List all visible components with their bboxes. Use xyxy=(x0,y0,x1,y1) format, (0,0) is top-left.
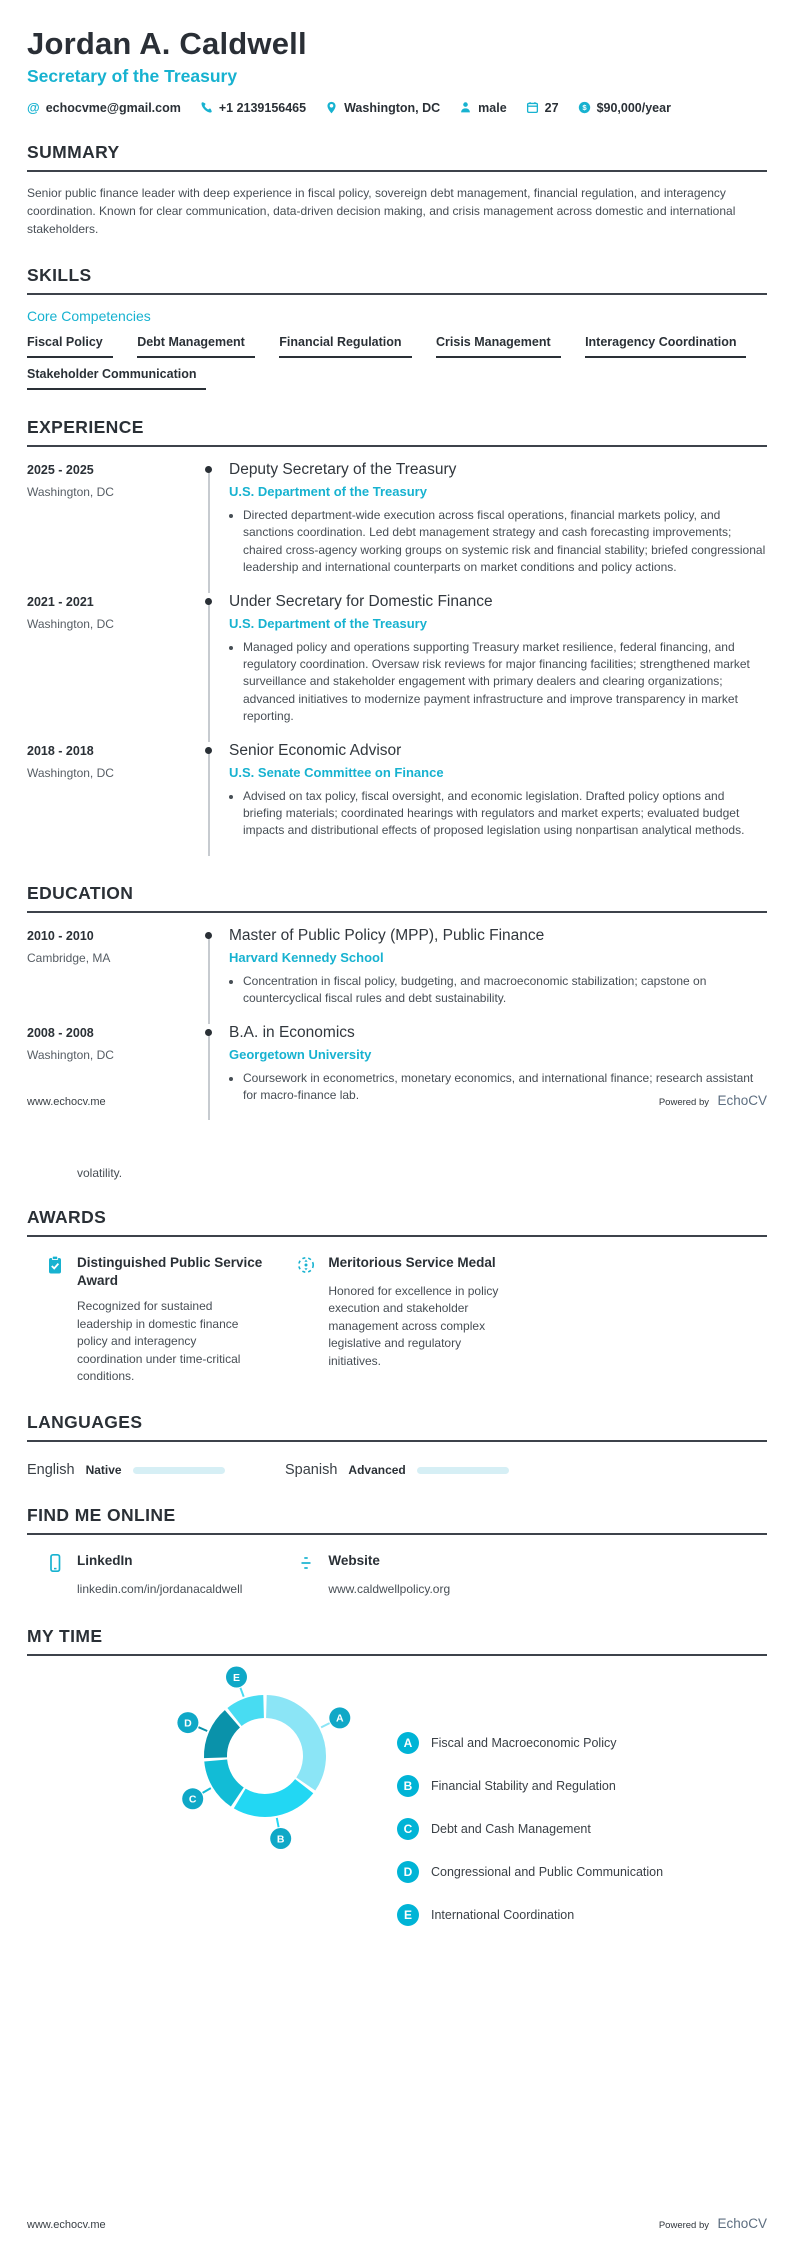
education-entry xyxy=(27,927,767,1024)
entry-title: Under Secretary for Domestic Finance xyxy=(229,592,493,610)
languages-heading: LANGUAGES xyxy=(27,1412,767,1442)
contact-location xyxy=(325,101,440,115)
entry-location: Washington, DC xyxy=(27,485,114,500)
school-name: Harvard Kennedy School xyxy=(229,949,384,965)
timeline-marker xyxy=(205,461,227,593)
legend-marker: A xyxy=(397,1732,419,1754)
dollar-circle-icon xyxy=(578,101,591,114)
degree-title: B.A. in Economics xyxy=(229,1023,355,1041)
job-title: Secretary of the Treasury xyxy=(27,66,238,87)
legend-item xyxy=(397,1808,663,1851)
page-2 xyxy=(0,1123,794,2246)
section-awards xyxy=(27,1207,767,1385)
entry-bullet: • Managed policy and operations supporting Treasury market resilience, federal financing, and regulatory coordination. Oversaw risk reviews for major financing facilities; strengthened market surveillance and stakeholder engagement with primary dealers and clearing organizations; advanced initiatives to modernize payment infrastructure and improve transparency in market reporting. xyxy=(243,639,767,726)
at-icon: @ xyxy=(27,100,40,116)
donut-chart xyxy=(25,1660,375,1860)
legend-marker: D xyxy=(397,1861,419,1883)
award-title: Distinguished Public Service Award xyxy=(77,1255,263,1289)
dashes-icon xyxy=(296,1552,318,1573)
entry-location: Washington, DC xyxy=(27,765,114,780)
experience-entries xyxy=(27,461,767,856)
online-card-linkedin xyxy=(27,1552,264,1598)
timeline-marker xyxy=(205,742,227,856)
school-name: Georgetown University xyxy=(229,1046,372,1062)
footer-site-link[interactable]: www.echocv.me xyxy=(27,1096,106,1108)
language-level-bar xyxy=(133,1467,225,1474)
award-title: Meritorious Service Medal xyxy=(328,1255,496,1270)
contact-email-text: echocvme@gmail.com xyxy=(45,100,181,115)
section-my-time xyxy=(27,1626,767,1950)
smartphone-icon xyxy=(45,1552,67,1573)
entry-bullet: • Coursework in econometrics, monetary economics, and international finance; research assistant for macro-finance lab. xyxy=(243,1070,767,1105)
entry-dates: 2018 - 2018 xyxy=(27,743,94,758)
svg-text:$: $ xyxy=(581,103,587,113)
award-description: Recognized for sustained leadership in domestic finance policy and interagency coordination under time-critical conditions. xyxy=(77,1299,241,1383)
language-level: Advanced xyxy=(348,1463,406,1478)
section-experience xyxy=(27,417,767,856)
mytime-heading: MY TIME xyxy=(27,1626,767,1656)
experience-entry xyxy=(27,742,767,856)
entry-dates: 2025 - 2025 xyxy=(27,463,94,478)
achievement-overflow-text: volatility. xyxy=(77,1166,123,1180)
online-label: LinkedIn xyxy=(77,1553,133,1569)
chart-legend xyxy=(397,1722,663,1937)
legend-item xyxy=(397,1894,663,1937)
legend-label: Financial Stability and Regulation xyxy=(431,1779,616,1794)
skills-group-label: Core Competencies xyxy=(27,308,151,325)
skills-heading: SKILLS xyxy=(27,265,767,295)
education-heading: EDUCATION xyxy=(27,883,767,913)
echocv-brand-link[interactable]: EchoCV xyxy=(717,1093,767,1108)
contact-phone-text: +1 2139156465 xyxy=(218,100,307,115)
contact-email[interactable] xyxy=(27,100,181,115)
entry-bullet: • Directed department-wide execution across fiscal operations, financial markets policy, and sanctions coordination. Led debt management strategy and cash forecasting improvements; chaired cross-agency working groups on systemic risk and financial stability; briefed congressional leadership and international counterparts on market conditions and policy actions. xyxy=(243,507,767,577)
legend-item xyxy=(397,1722,663,1765)
skill-chip: Financial Regulation xyxy=(279,326,411,358)
phone-icon xyxy=(200,101,213,114)
language-level-bar xyxy=(417,1467,509,1474)
online-card-website xyxy=(278,1552,515,1598)
resume-header xyxy=(27,27,767,115)
svg-text:E: E xyxy=(232,1671,241,1684)
award-card xyxy=(27,1254,264,1385)
section-summary xyxy=(27,142,767,238)
entry-company: U.S. Department of the Treasury xyxy=(229,615,427,631)
online-label: Website xyxy=(328,1553,380,1569)
contact-salary-text: $90,000/year xyxy=(596,100,671,115)
section-find-me-online xyxy=(27,1505,767,1598)
location-pin-icon xyxy=(325,101,338,114)
entry-dates: 2008 - 2008 xyxy=(27,1025,94,1040)
skill-chip: Stakeholder Communication xyxy=(27,358,206,390)
footer-site-link[interactable]: www.echocv.me xyxy=(27,2219,106,2231)
language-name: English xyxy=(27,1462,75,1479)
contact-age xyxy=(526,101,559,115)
summary-text: Senior public finance leader with deep experience in fiscal policy, sovereign debt management, financial regulation, and interagency coordination. Known for clear communication, data-driven decision making, and crisis management across domestic and international stakeholders. xyxy=(27,186,736,237)
echocv-brand-link[interactable]: EchoCV xyxy=(717,2216,767,2231)
legend-item xyxy=(397,1851,663,1894)
section-skills xyxy=(27,265,767,390)
contact-location-text: Washington, DC xyxy=(344,100,441,115)
target-scan-icon xyxy=(296,1254,318,1275)
legend-label: Congressional and Public Communication xyxy=(431,1865,664,1880)
contact-salary xyxy=(578,101,671,115)
section-education xyxy=(27,883,767,1121)
page-footer xyxy=(27,2215,767,2233)
language-item xyxy=(285,1462,767,1478)
entry-bullet: • Concentration in fiscal policy, budgeting, and macroeconomic stabilization; capstone on countercyclical fiscal rules and debt sustainability. xyxy=(243,973,767,1008)
experience-entry xyxy=(27,593,767,742)
powered-by-label: Powered by xyxy=(658,2220,710,2231)
calendar-icon xyxy=(526,101,539,114)
svg-text:C: C xyxy=(188,1793,197,1806)
entry-location: Washington, DC xyxy=(27,616,114,631)
legend-item xyxy=(397,1765,663,1808)
contact-row xyxy=(27,100,767,115)
skill-chip: Debt Management xyxy=(137,326,255,358)
section-languages xyxy=(27,1412,767,1478)
legend-label: International Coordination xyxy=(431,1908,575,1923)
entry-company: U.S. Senate Committee on Finance xyxy=(229,764,444,780)
person-name: Jordan A. Caldwell xyxy=(27,26,307,61)
contact-phone[interactable] xyxy=(200,101,306,115)
person-icon xyxy=(459,101,472,114)
entry-title: Deputy Secretary of the Treasury xyxy=(229,461,457,479)
skills-list xyxy=(27,326,767,390)
legend-marker: E xyxy=(397,1904,419,1926)
legend-marker: B xyxy=(397,1775,419,1797)
contact-gender xyxy=(459,101,507,115)
skill-chip: Interagency Coordination xyxy=(585,326,746,358)
language-item xyxy=(27,1462,285,1478)
contact-age-text: 27 xyxy=(544,100,559,115)
skill-chip: Crisis Management xyxy=(436,326,561,358)
timeline-marker xyxy=(205,927,227,1024)
legend-marker: C xyxy=(397,1818,419,1840)
legend-label: Fiscal and Macroeconomic Policy xyxy=(431,1736,617,1751)
entry-bullet: • Advised on tax policy, fiscal oversight, and economic legislation. Drafted policy options and briefing materials; coordinated hearings with regulators and market experts; evaluated budget impacts and distributional effects of proposed legislation using nonpartisan analytical methods. xyxy=(243,788,767,840)
svg-text:D: D xyxy=(184,1717,192,1730)
online-url[interactable]: linkedin.com/in/jordanacaldwell xyxy=(77,1582,243,1597)
powered-by-label: Powered by xyxy=(658,1097,710,1108)
clipboard-check-icon xyxy=(45,1254,67,1290)
entry-dates: 2021 - 2021 xyxy=(27,594,94,609)
experience-heading: EXPERIENCE xyxy=(27,417,767,447)
page-footer xyxy=(27,1092,767,1110)
legend-label: Debt and Cash Management xyxy=(431,1822,591,1837)
language-name: Spanish xyxy=(285,1462,338,1479)
online-heading: FIND ME ONLINE xyxy=(27,1505,767,1535)
awards-heading: AWARDS xyxy=(27,1207,767,1237)
language-level: Native xyxy=(85,1463,122,1478)
skill-chip: Fiscal Policy xyxy=(27,326,113,358)
svg-text:B: B xyxy=(276,1833,285,1846)
entry-location: Washington, DC xyxy=(27,1047,114,1062)
entry-dates: 2010 - 2010 xyxy=(27,928,94,943)
online-url[interactable]: www.caldwellpolicy.org xyxy=(328,1582,451,1597)
degree-title: Master of Public Policy (MPP), Public Finance xyxy=(229,926,545,944)
svg-text:A: A xyxy=(336,1712,344,1725)
award-card xyxy=(278,1254,515,1385)
summary-heading: SUMMARY xyxy=(27,142,767,172)
contact-gender-text: male xyxy=(478,100,507,115)
entry-title: Senior Economic Advisor xyxy=(229,741,402,759)
entry-company: U.S. Department of the Treasury xyxy=(229,484,427,500)
experience-entry xyxy=(27,461,767,593)
mytime-chart-area xyxy=(27,1660,767,1950)
timeline-marker xyxy=(205,593,227,742)
entry-location: Cambridge, MA xyxy=(27,950,111,965)
award-description: Honored for excellence in policy execution and stakeholder management across complex legislative and regulatory initiatives. xyxy=(328,1284,499,1368)
